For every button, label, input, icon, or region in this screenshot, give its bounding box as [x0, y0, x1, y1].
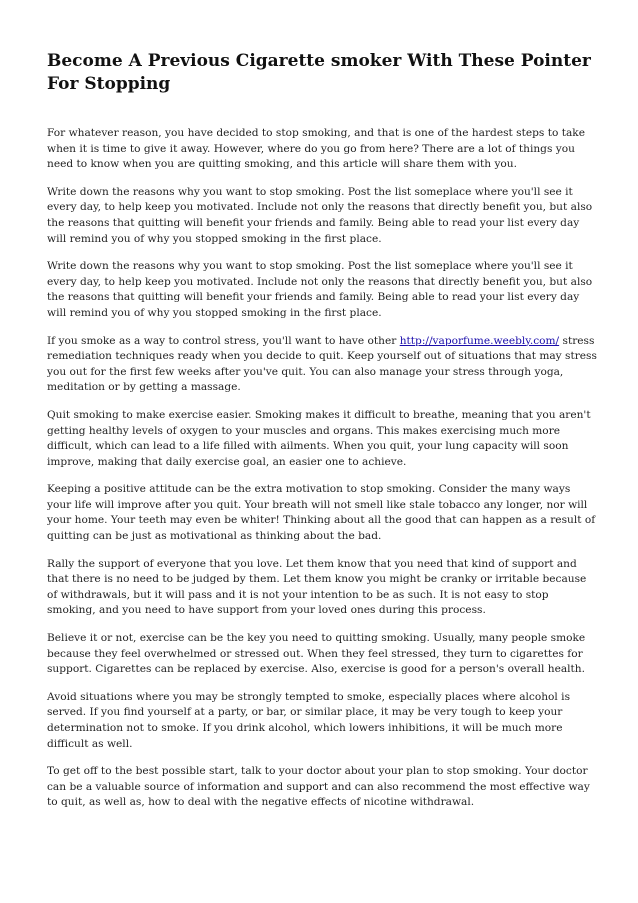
document-page [47, 50, 597, 823]
paragraph-exercise-key: Believe it or not, exercise can be the key you need to quitting smoking. Usually, many people smoke because they feel overwhelmed or stressed out. When they feel stressed, they turn to cigarettes for support. Cigarettes can be replaced by exercise. Also, exercise is good for a person's overall health. [47, 632, 586, 676]
stress-text-after: stress remediation techniques ready when you decide to quit. Keep yourself out of situations that may stress you out for the first few weeks after you've quit. You can also manage your stress through yoga, meditation or by getting a massage. [47, 334, 597, 394]
paragraph-doctor: To get off to the best possible start, talk to your doctor about your plan to stop smoking. Your doctor can be a valuable source of information and support and can also recommend the most effective way to quit, as well as, how to deal with the negative effects of nicotine withdrawal. [47, 765, 590, 809]
paragraph-reasons: Write down the reasons why you want to stop smoking. Post the list someplace where you'll see it every day, to help keep you motivated. Include not only the reasons that directly benefit you, but also the reasons that quitting will benefit your friends and family. Being able to read your list every day will remind you of why you stopped smoking in the first place. [47, 185, 593, 245]
document-title: Become A Previous Cigarette smoker With These Pointer For Stopping [47, 51, 591, 94]
vaporfume-link[interactable]: http://vaporfume.weebly.com/ [399, 334, 560, 347]
paragraph-intro: For whatever reason, you have decided to stop smoking, and that is one of the hardest steps to take when it is time to give it away. However, where do you go from here? There are a lot of things you need to know when you are quitting smoking, and this article will share them with you. [47, 127, 585, 171]
paragraph-avoid-situations: Avoid situations where you may be strongly tempted to smoke, especially places where alcohol is served. If you find yourself at a party, or bar, or similar place, it may be very tough to keep your determination not to smoke. If you drink alcohol, which lowers inhibitions, it will be much more difficult as well. [47, 690, 571, 750]
paragraph-reasons-repeat: Write down the reasons why you want to stop smoking. Post the list someplace where you'll see it every day, to help keep you motivated. Include not only the reasons that directly benefit you, but also the reasons that quitting will benefit your friends and family. Being able to read your list every day will remind you of why you stopped smoking in the first place. [47, 260, 593, 319]
paragraph-stress [47, 334, 597, 396]
paragraph-exercise-easier: Quit smoking to make exercise easier. Smoking makes it difficult to breathe, meaning that you aren't getting healthy levels of oxygen to your muscles and organs. This makes exercising much more difficult, which can lead to a life filled with ailments. When you quit, your lung capacity will soon improve, making that daily exercise goal, an easier one to achieve. [47, 408, 591, 468]
paragraph-positive-attitude: Keeping a positive attitude can be the extra motivation to stop smoking. Consider the many ways your life will improve after you quit. Your breath will not smell like stale tobacco any longer, nor will your home. Your teeth may even be whiter! Thinking about all the good that can happen as a result of quitting can be just as motivational as thinking about the bad. [47, 483, 596, 543]
paragraph-rally-support: Rally the support of everyone that you love. Let them know that you need that kind of support and that there is no need to be judged by them. Let them know you might be cranky or irritable because of withdrawals, but it will pass and it is not your intention to be as such. It is not easy to stop smoking, and you need to have support from your loved ones during this process. [47, 557, 587, 617]
stress-text-before: If you smoke as a way to control stress, you'll want to have other [47, 334, 400, 347]
